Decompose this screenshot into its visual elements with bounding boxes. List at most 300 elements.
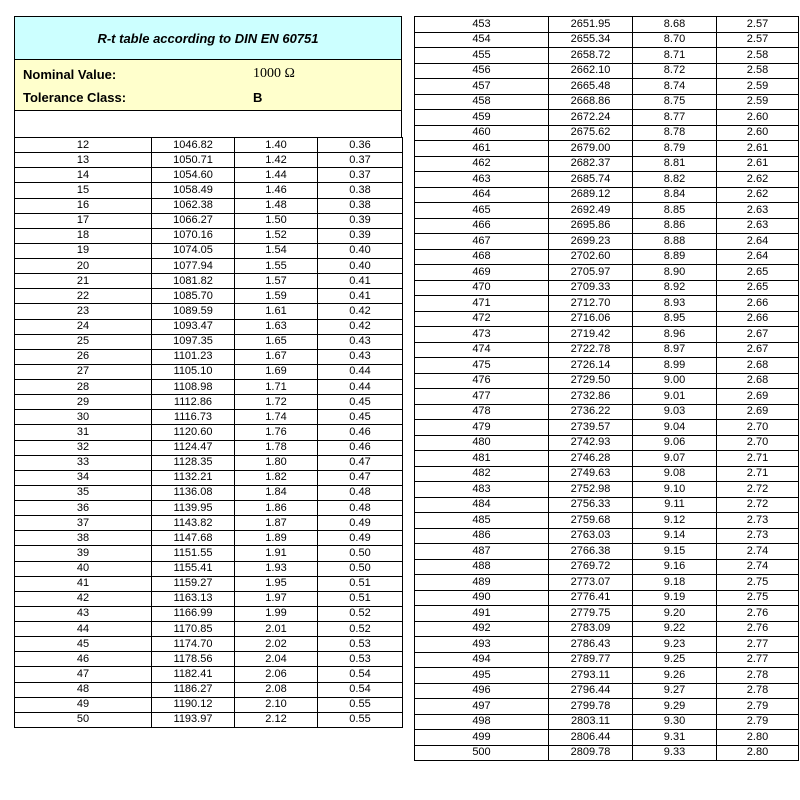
info-box (14, 59, 402, 111)
resistance-cell: 2796.44 (549, 683, 633, 699)
temperature-cell: 30 (15, 410, 152, 425)
resistance-cell: 2736.22 (549, 404, 633, 420)
temperature-cell: 21 (15, 274, 152, 289)
resistance-tolerance-cell: 0.37 (318, 153, 403, 168)
resistance-tolerance-cell: 2.75 (717, 575, 799, 591)
temperature-cell: 492 (415, 621, 549, 637)
temp-tolerance-cell: 9.00 (633, 373, 717, 389)
temp-tolerance-cell: 1.59 (235, 289, 318, 304)
temp-tolerance-cell: 8.78 (633, 125, 717, 141)
resistance-cell: 2766.38 (549, 544, 633, 560)
table-row (415, 435, 799, 451)
resistance-tolerance-cell: 2.80 (717, 745, 799, 761)
resistance-cell: 1077.94 (152, 259, 235, 274)
resistance-cell: 2716.06 (549, 311, 633, 327)
table-row (15, 531, 403, 546)
table-row (15, 228, 403, 243)
table-row (415, 218, 799, 234)
temperature-cell: 474 (415, 342, 549, 358)
temperature-cell: 457 (415, 79, 549, 95)
resistance-tolerance-cell: 2.79 (717, 699, 799, 715)
table-row (15, 349, 403, 364)
resistance-tolerance-cell: 2.76 (717, 621, 799, 637)
resistance-tolerance-cell: 0.42 (318, 319, 403, 334)
resistance-cell: 2732.86 (549, 389, 633, 405)
temperature-cell: 487 (415, 544, 549, 560)
resistance-tolerance-cell: 2.57 (717, 32, 799, 48)
resistance-cell: 1151.55 (152, 546, 235, 561)
resistance-tolerance-cell: 2.71 (717, 451, 799, 467)
table-row (415, 17, 799, 33)
resistance-tolerance-cell: 0.41 (318, 289, 403, 304)
resistance-tolerance-cell: 0.54 (318, 667, 403, 682)
table-row (15, 319, 403, 334)
temperature-cell: 496 (415, 683, 549, 699)
temperature-cell: 467 (415, 234, 549, 250)
temp-tolerance-cell: 8.88 (633, 234, 717, 250)
temperature-cell: 458 (415, 94, 549, 110)
temperature-cell: 485 (415, 513, 549, 529)
resistance-cell: 2779.75 (549, 606, 633, 622)
resistance-cell: 2672.24 (549, 110, 633, 126)
table-row (415, 79, 799, 95)
resistance-tolerance-cell: 2.58 (717, 48, 799, 64)
resistance-tolerance-cell: 2.79 (717, 714, 799, 730)
temp-tolerance-cell: 1.44 (235, 168, 318, 183)
resistance-tolerance-cell: 2.75 (717, 590, 799, 606)
resistance-cell: 2742.93 (549, 435, 633, 451)
resistance-tolerance-cell: 2.73 (717, 528, 799, 544)
resistance-tolerance-cell: 2.57 (717, 17, 799, 33)
resistance-cell: 2776.41 (549, 590, 633, 606)
temp-tolerance-cell: 2.12 (235, 712, 318, 727)
table-row (15, 259, 403, 274)
temperature-cell: 465 (415, 203, 549, 219)
resistance-cell: 1132.21 (152, 470, 235, 485)
temp-tolerance-cell: 1.61 (235, 304, 318, 319)
temperature-cell: 32 (15, 440, 152, 455)
resistance-tolerance-cell: 0.42 (318, 304, 403, 319)
resistance-cell: 1108.98 (152, 380, 235, 395)
resistance-cell: 1074.05 (152, 243, 235, 258)
temperature-cell: 455 (415, 48, 549, 64)
resistance-tolerance-cell: 2.60 (717, 125, 799, 141)
table-row (415, 249, 799, 265)
temperature-cell: 14 (15, 168, 152, 183)
resistance-cell: 2726.14 (549, 358, 633, 374)
resistance-cell: 2773.07 (549, 575, 633, 591)
table-row (15, 697, 403, 712)
table-row (415, 125, 799, 141)
temp-tolerance-cell: 8.97 (633, 342, 717, 358)
resistance-tolerance-cell: 2.73 (717, 513, 799, 529)
resistance-cell: 1097.35 (152, 334, 235, 349)
temperature-cell: 462 (415, 156, 549, 172)
temp-tolerance-cell: 1.95 (235, 576, 318, 591)
resistance-cell: 1186.27 (152, 682, 235, 697)
temperature-cell: 456 (415, 63, 549, 79)
resistance-cell: 1174.70 (152, 637, 235, 652)
resistance-cell: 2662.10 (549, 63, 633, 79)
table-row (415, 482, 799, 498)
temp-tolerance-cell: 8.71 (633, 48, 717, 64)
temp-tolerance-cell: 8.96 (633, 327, 717, 343)
resistance-tolerance-cell: 2.59 (717, 94, 799, 110)
temp-tolerance-cell: 1.91 (235, 546, 318, 561)
resistance-tolerance-cell: 2.68 (717, 358, 799, 374)
temperature-cell: 483 (415, 482, 549, 498)
resistance-tolerance-cell: 2.58 (717, 63, 799, 79)
table-row (15, 637, 403, 652)
temp-tolerance-cell: 8.79 (633, 141, 717, 157)
temp-tolerance-cell: 8.84 (633, 187, 717, 203)
temp-tolerance-cell: 8.77 (633, 110, 717, 126)
temperature-cell: 44 (15, 622, 152, 637)
header-spacer (14, 110, 402, 137)
table-row (415, 637, 799, 653)
resistance-cell: 2651.95 (549, 17, 633, 33)
resistance-cell: 2689.12 (549, 187, 633, 203)
table-row (415, 94, 799, 110)
resistance-cell: 2752.98 (549, 482, 633, 498)
resistance-cell: 1170.85 (152, 622, 235, 637)
temp-tolerance-cell: 1.84 (235, 485, 318, 500)
resistance-cell: 1182.41 (152, 667, 235, 682)
resistance-cell: 1120.60 (152, 425, 235, 440)
temperature-cell: 473 (415, 327, 549, 343)
temp-tolerance-cell: 1.57 (235, 274, 318, 289)
resistance-cell: 2793.11 (549, 668, 633, 684)
table-row (15, 334, 403, 349)
table-row (15, 682, 403, 697)
resistance-tolerance-cell: 2.64 (717, 234, 799, 250)
temp-tolerance-cell: 9.04 (633, 420, 717, 436)
table-row (15, 274, 403, 289)
temp-tolerance-cell: 9.23 (633, 637, 717, 653)
temp-tolerance-cell: 9.26 (633, 668, 717, 684)
temperature-cell: 50 (15, 712, 152, 727)
table-row (15, 652, 403, 667)
table-row (415, 528, 799, 544)
resistance-cell: 2685.74 (549, 172, 633, 188)
resistance-cell: 2803.11 (549, 714, 633, 730)
temperature-cell: 466 (415, 218, 549, 234)
temperature-cell: 499 (415, 730, 549, 746)
temperature-cell: 48 (15, 682, 152, 697)
table-row (415, 203, 799, 219)
resistance-tolerance-cell: 2.66 (717, 311, 799, 327)
resistance-tolerance-cell: 2.70 (717, 435, 799, 451)
temperature-cell: 497 (415, 699, 549, 715)
resistance-cell: 2699.23 (549, 234, 633, 250)
resistance-tolerance-cell: 2.69 (717, 389, 799, 405)
table-row (15, 561, 403, 576)
temperature-cell: 16 (15, 198, 152, 213)
resistance-cell: 1089.59 (152, 304, 235, 319)
table-row (415, 187, 799, 203)
temperature-cell: 33 (15, 455, 152, 470)
table-row (415, 358, 799, 374)
temperature-cell: 13 (15, 153, 152, 168)
resistance-tolerance-cell: 0.44 (318, 364, 403, 379)
resistance-cell: 2655.34 (549, 32, 633, 48)
temperature-cell: 38 (15, 531, 152, 546)
table-row (15, 516, 403, 531)
resistance-tolerance-cell: 0.47 (318, 470, 403, 485)
resistance-cell: 2705.97 (549, 265, 633, 281)
table-row (415, 668, 799, 684)
temp-tolerance-cell: 8.89 (633, 249, 717, 265)
temp-tolerance-cell: 9.11 (633, 497, 717, 513)
temperature-cell: 45 (15, 637, 152, 652)
temperature-cell: 489 (415, 575, 549, 591)
resistance-tolerance-cell: 0.53 (318, 637, 403, 652)
resistance-tolerance-cell: 0.40 (318, 259, 403, 274)
nominal-value-row (23, 64, 295, 84)
resistance-tolerance-cell: 2.80 (717, 730, 799, 746)
resistance-cell: 2786.43 (549, 637, 633, 653)
temp-tolerance-cell: 9.16 (633, 559, 717, 575)
temp-tolerance-cell: 8.74 (633, 79, 717, 95)
resistance-cell: 2695.86 (549, 218, 633, 234)
table-row (15, 667, 403, 682)
resistance-cell: 2709.33 (549, 280, 633, 296)
table-row (15, 546, 403, 561)
resistance-tolerance-cell: 2.67 (717, 342, 799, 358)
resistance-cell: 1070.16 (152, 228, 235, 243)
resistance-cell: 2749.63 (549, 466, 633, 482)
temp-tolerance-cell: 9.06 (633, 435, 717, 451)
table-row (15, 606, 403, 621)
temp-tolerance-cell: 9.12 (633, 513, 717, 529)
resistance-tolerance-cell: 0.38 (318, 198, 403, 213)
resistance-tolerance-cell: 2.62 (717, 172, 799, 188)
table-row (15, 138, 403, 153)
table-row (15, 395, 403, 410)
table-row (15, 183, 403, 198)
temperature-cell: 36 (15, 501, 152, 516)
temp-tolerance-cell: 9.30 (633, 714, 717, 730)
temperature-cell: 482 (415, 466, 549, 482)
temperature-cell: 49 (15, 697, 152, 712)
table-row (415, 559, 799, 575)
resistance-cell: 2692.49 (549, 203, 633, 219)
resistance-tolerance-cell: 0.41 (318, 274, 403, 289)
temp-tolerance-cell: 1.46 (235, 183, 318, 198)
resistance-tolerance-cell: 0.48 (318, 485, 403, 500)
resistance-tolerance-cell: 0.51 (318, 576, 403, 591)
table-row (415, 590, 799, 606)
temp-tolerance-cell: 2.02 (235, 637, 318, 652)
resistance-cell: 1159.27 (152, 576, 235, 591)
resistance-tolerance-cell: 2.76 (717, 606, 799, 622)
left-table-body (15, 138, 403, 728)
temperature-cell: 41 (15, 576, 152, 591)
temp-tolerance-cell: 9.22 (633, 621, 717, 637)
resistance-tolerance-cell: 2.63 (717, 218, 799, 234)
resistance-cell: 2789.77 (549, 652, 633, 668)
resistance-tolerance-cell: 0.38 (318, 183, 403, 198)
resistance-cell: 2783.09 (549, 621, 633, 637)
temp-tolerance-cell: 8.95 (633, 311, 717, 327)
resistance-cell: 1128.35 (152, 455, 235, 470)
resistance-cell: 1124.47 (152, 440, 235, 455)
resistance-cell: 2675.62 (549, 125, 633, 141)
resistance-tolerance-cell: 0.46 (318, 425, 403, 440)
resistance-cell: 1136.08 (152, 485, 235, 500)
resistance-tolerance-cell: 2.77 (717, 637, 799, 653)
resistance-cell: 2759.68 (549, 513, 633, 529)
resistance-cell: 1062.38 (152, 198, 235, 213)
temp-tolerance-cell: 9.01 (633, 389, 717, 405)
temp-tolerance-cell: 8.70 (633, 32, 717, 48)
resistance-cell: 1143.82 (152, 516, 235, 531)
table-row (15, 168, 403, 183)
resistance-cell: 1163.13 (152, 591, 235, 606)
resistance-tolerance-cell: 2.71 (717, 466, 799, 482)
temperature-cell: 35 (15, 485, 152, 500)
temp-tolerance-cell: 1.80 (235, 455, 318, 470)
temperature-cell: 17 (15, 213, 152, 228)
resistance-tolerance-cell: 2.61 (717, 141, 799, 157)
temp-tolerance-cell: 9.19 (633, 590, 717, 606)
temperature-cell: 39 (15, 546, 152, 561)
resistance-tolerance-cell: 0.54 (318, 682, 403, 697)
resistance-tolerance-cell: 0.45 (318, 395, 403, 410)
table-title (14, 16, 402, 60)
resistance-tolerance-cell: 2.70 (717, 420, 799, 436)
temp-tolerance-cell: 9.31 (633, 730, 717, 746)
resistance-cell: 2769.72 (549, 559, 633, 575)
resistance-tolerance-cell: 0.49 (318, 516, 403, 531)
temperature-cell: 27 (15, 364, 152, 379)
table-row (415, 110, 799, 126)
temp-tolerance-cell: 9.29 (633, 699, 717, 715)
table-row (415, 714, 799, 730)
temp-tolerance-cell: 1.78 (235, 440, 318, 455)
table-row (15, 501, 403, 516)
resistance-tolerance-cell: 2.74 (717, 559, 799, 575)
temperature-cell: 46 (15, 652, 152, 667)
resistance-cell: 1112.86 (152, 395, 235, 410)
resistance-cell: 1081.82 (152, 274, 235, 289)
temperature-cell: 15 (15, 183, 152, 198)
temperature-cell: 470 (415, 280, 549, 296)
temperature-cell: 481 (415, 451, 549, 467)
table-row (415, 513, 799, 529)
resistance-tolerance-cell: 0.45 (318, 410, 403, 425)
table-row (415, 327, 799, 343)
temperature-cell: 34 (15, 470, 152, 485)
table-row (415, 32, 799, 48)
temperature-cell: 472 (415, 311, 549, 327)
temperature-cell: 464 (415, 187, 549, 203)
temp-tolerance-cell: 1.99 (235, 606, 318, 621)
resistance-tolerance-cell: 2.72 (717, 482, 799, 498)
table-row (415, 451, 799, 467)
temp-tolerance-cell: 1.89 (235, 531, 318, 546)
resistance-tolerance-cell: 0.44 (318, 380, 403, 395)
resistance-tolerance-cell: 2.78 (717, 683, 799, 699)
resistance-tolerance-cell: 2.78 (717, 668, 799, 684)
resistance-cell: 1054.60 (152, 168, 235, 183)
temperature-cell: 494 (415, 652, 549, 668)
resistance-tolerance-cell: 0.55 (318, 697, 403, 712)
temperature-cell: 479 (415, 420, 549, 436)
resistance-tolerance-cell: 0.52 (318, 622, 403, 637)
resistance-cell: 1093.47 (152, 319, 235, 334)
resistance-cell: 1190.12 (152, 697, 235, 712)
temperature-cell: 463 (415, 172, 549, 188)
resistance-cell: 2665.48 (549, 79, 633, 95)
temp-tolerance-cell: 1.97 (235, 591, 318, 606)
resistance-cell: 1105.10 (152, 364, 235, 379)
temperature-cell: 37 (15, 516, 152, 531)
temp-tolerance-cell: 8.82 (633, 172, 717, 188)
resistance-cell: 1139.95 (152, 501, 235, 516)
table-row (415, 621, 799, 637)
temp-tolerance-cell: 1.71 (235, 380, 318, 395)
table-row (415, 606, 799, 622)
temp-tolerance-cell: 2.04 (235, 652, 318, 667)
table-row (15, 213, 403, 228)
resistance-cell: 2722.78 (549, 342, 633, 358)
temp-tolerance-cell: 1.48 (235, 198, 318, 213)
table-row (415, 652, 799, 668)
resistance-tolerance-cell: 0.49 (318, 531, 403, 546)
resistance-cell: 2679.00 (549, 141, 633, 157)
table-row (15, 304, 403, 319)
resistance-cell: 1116.73 (152, 410, 235, 425)
temp-tolerance-cell: 8.81 (633, 156, 717, 172)
temperature-cell: 20 (15, 259, 152, 274)
resistance-tolerance-cell: 0.47 (318, 455, 403, 470)
temp-tolerance-cell: 1.72 (235, 395, 318, 410)
temp-tolerance-cell: 9.20 (633, 606, 717, 622)
resistance-cell: 1085.70 (152, 289, 235, 304)
table-row (415, 466, 799, 482)
table-row (15, 622, 403, 637)
right-rt-table (414, 16, 799, 761)
temp-tolerance-cell: 8.92 (633, 280, 717, 296)
resistance-cell: 2719.42 (549, 327, 633, 343)
temp-tolerance-cell: 9.14 (633, 528, 717, 544)
temp-tolerance-cell: 2.10 (235, 697, 318, 712)
table-row (415, 699, 799, 715)
resistance-cell: 2682.37 (549, 156, 633, 172)
resistance-cell: 2809.78 (549, 745, 633, 761)
table-row (15, 198, 403, 213)
temp-tolerance-cell: 1.42 (235, 153, 318, 168)
temp-tolerance-cell: 1.82 (235, 470, 318, 485)
table-row (415, 280, 799, 296)
temp-tolerance-cell: 1.93 (235, 561, 318, 576)
resistance-tolerance-cell: 2.60 (717, 110, 799, 126)
resistance-cell: 1058.49 (152, 183, 235, 198)
table-row (15, 591, 403, 606)
temperature-cell: 29 (15, 395, 152, 410)
temperature-cell: 480 (415, 435, 549, 451)
resistance-tolerance-cell: 2.64 (717, 249, 799, 265)
resistance-tolerance-cell: 2.69 (717, 404, 799, 420)
resistance-cell: 2806.44 (549, 730, 633, 746)
resistance-tolerance-cell: 0.46 (318, 440, 403, 455)
resistance-tolerance-cell: 0.52 (318, 606, 403, 621)
nominal-value-label: Nominal Value: (23, 66, 117, 82)
temperature-cell: 486 (415, 528, 549, 544)
temp-tolerance-cell: 9.27 (633, 683, 717, 699)
temperature-cell: 491 (415, 606, 549, 622)
